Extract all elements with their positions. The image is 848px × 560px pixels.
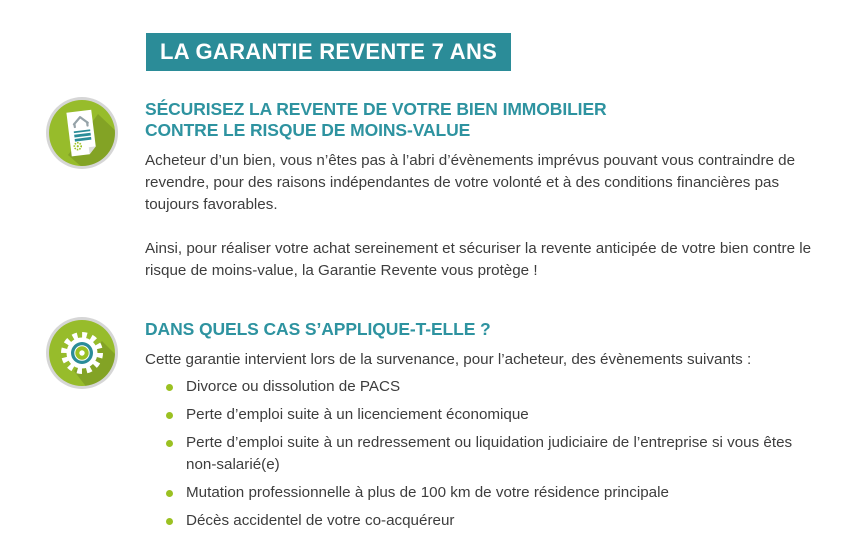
section-cas-application bbox=[46, 317, 827, 538]
gear-icon bbox=[46, 317, 118, 389]
bullet-dot-icon bbox=[166, 518, 173, 525]
list-intro: Cette garantie intervient lors de la survenance, pour l’acheteur, des évènements suivants : bbox=[145, 351, 752, 368]
paragraph-protection: Ainsi, pour réaliser votre achat sereinement et sécuriser la revente anticipée de votre bien contre le risque de moins-value, la Garantie Revente vous protège ! bbox=[145, 240, 812, 279]
list-item-text: Divorce ou dissolution de PACS bbox=[186, 378, 401, 395]
section-heading bbox=[145, 319, 827, 340]
list-item bbox=[166, 376, 806, 398]
bullet-dot-icon bbox=[166, 490, 173, 497]
list-item bbox=[166, 404, 806, 426]
list-item-text: Mutation professionnelle à plus de 100 km de votre résidence principale bbox=[186, 484, 669, 501]
page-title: LA GARANTIE REVENTE 7 ANS bbox=[160, 39, 498, 64]
section-heading-line1: DANS QUELS CAS S’APPLIQUE-T-ELLE ? bbox=[145, 319, 491, 339]
section-cas-content bbox=[145, 317, 827, 538]
list-item bbox=[166, 510, 806, 532]
list-item-text: Perte d’emploi suite à un licenciement économique bbox=[186, 406, 529, 423]
section-heading-line1: SÉCURISEZ LA REVENTE DE VOTRE BIEN IMMOBILIER bbox=[145, 99, 607, 119]
section-heading-line2: CONTRE LE RISQUE DE MOINS-VALUE bbox=[145, 120, 471, 140]
bullet-dot-icon bbox=[166, 440, 173, 447]
bullet-dot-icon bbox=[166, 384, 173, 391]
page-title-banner bbox=[146, 33, 511, 71]
house-document-icon bbox=[46, 97, 118, 169]
section-heading bbox=[145, 99, 827, 141]
list-item bbox=[166, 482, 806, 504]
bullet-dot-icon bbox=[166, 412, 173, 419]
list-item bbox=[166, 432, 806, 476]
list-item-text: Décès accidentel de votre co-acquéreur bbox=[186, 512, 455, 529]
list-item-text: Perte d’emploi suite à un redressement ou liquidation judiciaire de l’entreprise si vous êtes non-salarié(e) bbox=[186, 434, 793, 473]
section-securisez bbox=[46, 97, 827, 304]
paragraph-risques: Acheteur d’un bien, vous n’êtes pas à l’abri d’évènements imprévus pouvant vous contraindre de revendre, pour des raisons indépendantes de votre volonté et à des conditions financières pas toujours favorables. bbox=[145, 152, 796, 213]
section-securisez-content bbox=[145, 97, 827, 304]
events-list bbox=[145, 376, 827, 532]
